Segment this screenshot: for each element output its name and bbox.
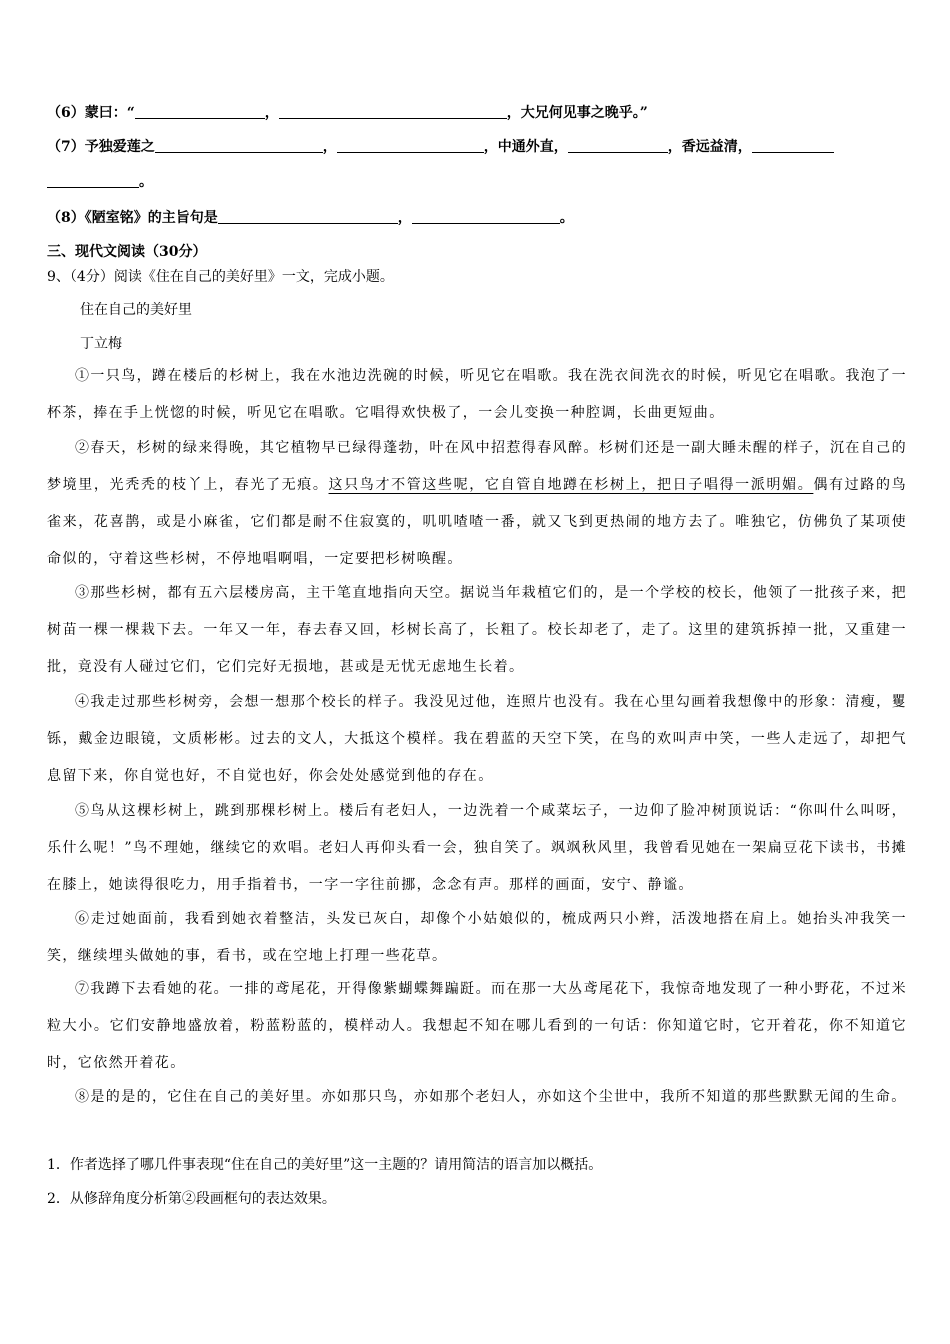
question-9-intro: 9、（4分）阅读《住在自己的美好里》一文，完成小题。 [47, 269, 394, 285]
q7-mid: ，中通外直， [483, 139, 568, 155]
question-7-cont [47, 172, 907, 192]
q8-blank-2[interactable] [412, 209, 560, 224]
q7-blank-5[interactable] [47, 173, 139, 188]
paragraph-2 [47, 430, 907, 578]
paragraph-2-underlined-sentence: 这只鸟才不管这些呢，它自管自地蹲在杉树上，把日子唱得一派明媚。 [328, 477, 814, 493]
q6-prefix: （6）蒙曰：“ [47, 105, 135, 121]
article-author: 丁立梅 [80, 336, 122, 352]
paragraph-8: ⑧是的是的，它住在自己的美好里。亦如那只鸟，亦如那个老妇人，亦如这个尘世中，我所不知道的那些默默无闻的生命。 [75, 1089, 907, 1105]
q7-mid-2: ，香远益清， [667, 139, 752, 155]
question-7 [47, 137, 907, 157]
q8-prefix: （8）《陋室铭》的主旨句是 [47, 210, 218, 226]
q7-blank-1[interactable] [155, 138, 323, 153]
q6-sep: ， [264, 105, 279, 121]
q7-blank-3[interactable] [568, 138, 668, 153]
paragraph-2-after: 偶有过路的鸟雀来，花喜鹊，或是小麻雀，它们都是耐不住寂寞的，叽叽喳喳一番，就又飞到更热闹的地方去了。唯独它，仿佛负了某项使命似的，守着这些杉树，不停地唱啊唱，一定要把杉树唤醒。 [47, 477, 907, 567]
question-8 [47, 208, 907, 228]
paragraph-5: ⑤鸟从这棵杉树上，跳到那棵杉树上。楼后有老妇人，一边洗着一个咸菜坛子，一边仰了脸冲树顶说话：“你叫什么叫呀，乐什么呢！”鸟不理她，继续它的欢唱。老妇人再仰头看一会，独自笑了。飒飒秋风里，我曾看见她在一架扁豆花下读书，书摊在膝上，她读得很吃力，用手指着书，一字一字往前挪，念念有声。那样的画面，安宁、静谧。 [47, 803, 907, 893]
sub-question-1: 1．作者选择了哪几件事表现“住在自己的美好里”这一主题的？请用简洁的语言加以概括。 [47, 1157, 603, 1173]
q7-prefix: （7）予独爱莲之 [47, 139, 155, 155]
q7-blank-2[interactable] [337, 138, 484, 153]
paragraph-4: ④我走过那些杉树旁，会想一想那个校长的样子。我没见过他，连照片也没有。我在心里勾画着我想像中的形象：清瘦，矍铄，戴金边眼镜，文质彬彬。过去的文人，大抵这个模样。我在碧蓝的天空下笑，在鸟的欢叫声中笑，一些人走远了，却把气息留下来，你自觉也好，不自觉也好，你会处处感觉到他的存在。 [47, 694, 907, 784]
q8-sep: ， [397, 210, 412, 226]
sub-question-2: 2．从修辞角度分析第②段画框句的表达效果。 [47, 1191, 336, 1207]
q7-sep-1: ， [322, 139, 337, 155]
q7-end: 。 [139, 174, 153, 190]
q6-blank-1[interactable] [135, 104, 265, 119]
paragraph-7: ⑦我蹲下去看她的花。一排的鸢尾花，开得像紫蝴蝶舞蹁跹。而在那一大丛鸢尾花下，我惊奇地发现了一种小野花，不过米粒大小。它们安静地盛放着，粉蓝粉蓝的，模样动人。我想起不知在哪儿看到的一句话：你知道它时，它开着花，你不知道它时，它依然开着花。 [47, 981, 907, 1071]
q6-blank-2[interactable] [279, 104, 507, 119]
q6-suffix: ，大兄何见事之晚乎。” [506, 105, 648, 121]
paragraph-3: ③那些杉树，都有五六层楼房高，主干笔直地指向天空。据说当年栽植它们的，是一个学校的校长，他领了一批孩子来，把树苗一棵一棵栽下去。一年又一年，春去春又回，杉树长高了，长粗了。校长却老了，走了。这里的建筑拆掉一批，又重建一批，竟没有人碰过它们，它们完好无损地，甚或是无忧无虑地生长着。 [47, 585, 907, 675]
q7-blank-4[interactable] [752, 138, 834, 153]
paragraph-1: ①一只鸟，蹲在楼后的杉树上，我在水池边洗碗的时候，听见它在唱歌。我在洗衣间洗衣的时候，听见它在唱歌。我泡了一杯茶，捧在手上恍惚的时候，听见它在唱歌。它唱得欢快极了，一会儿变换一种腔调，长曲更短曲。 [47, 368, 907, 421]
article-title: 住在自己的美好里 [80, 302, 192, 318]
paragraph-6: ⑥走过她面前，我看到她衣着整洁，头发已灰白，却像个小姑娘似的，梳成两只小辫，活泼地搭在肩上。她抬头冲我笑一笑，继续埋头做她的事，看书，或在空地上打理一些花草。 [47, 911, 907, 964]
question-6 [47, 103, 907, 123]
section-heading: 三、现代文阅读（30分） [47, 244, 207, 260]
q8-blank-1[interactable] [218, 209, 398, 224]
q8-end: 。 [559, 210, 574, 226]
paragraph-2-before: ②春天，杉树的绿来得晚，其它植物早已绿得蓬勃，叶在风中招惹得春风醉。杉树们还是一副大睡未醒的样子，沉在自己的梦境里，光秃秃的枝丫上，春光了无痕。 [47, 440, 907, 493]
